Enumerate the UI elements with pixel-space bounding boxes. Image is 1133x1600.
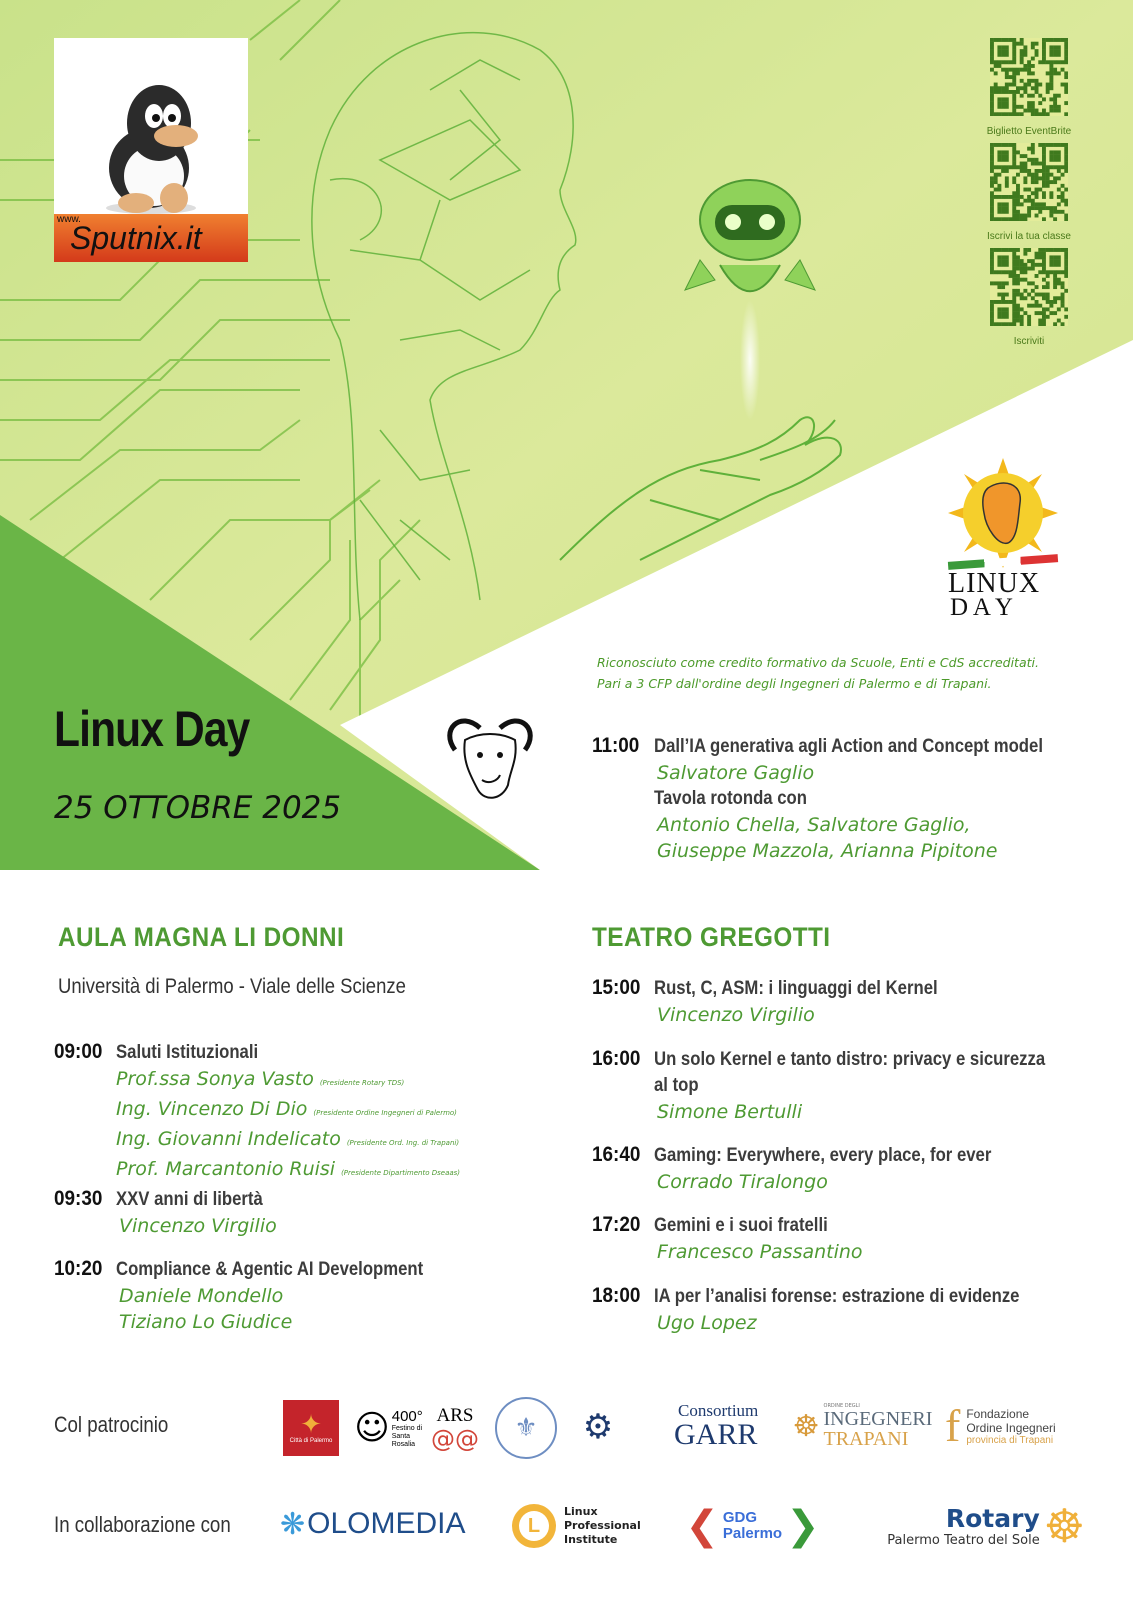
logo-text: GDG: [722, 1509, 758, 1526]
logo-text: ARS: [436, 1405, 474, 1426]
sputnix-banner: [54, 214, 248, 262]
speaker-name: Prof. Marcantonio Ruisi: [116, 1158, 336, 1180]
logo-gdg-palermo[interactable]: [680, 1500, 825, 1552]
schedule-time: 17:20: [592, 1213, 641, 1236]
logo-text: OLOMEDIA: [307, 1507, 466, 1540]
speaker-name: Ing. Giovanni Indelicato: [116, 1128, 341, 1150]
qr-code-class[interactable]: [990, 143, 1068, 221]
qr-column: [974, 38, 1084, 347]
logo-ingegneri-trapani[interactable]: [790, 1398, 935, 1454]
qr-code-icon: [990, 143, 1068, 221]
logo-text: Festino di Santa Rosalia: [391, 1424, 423, 1448]
credits-line1: Riconosciuto come credito formativo da Scuole, Enti e CdS accreditati.: [597, 655, 1039, 670]
credits-line2: Pari a 3 CFP dall'ordine degli Ingegneri di Palermo e di Trapani.: [597, 676, 992, 691]
speaker-role: (Presidente Dipartimento Dseaas): [341, 1169, 461, 1177]
schedule-item: [592, 734, 1112, 874]
schedule-title: Un solo Kernel e tanto distro: privacy e sicurezza: [654, 1049, 1046, 1070]
qr-code-icon: [990, 248, 1068, 326]
gnu-head-icon: [440, 710, 540, 805]
qr-code-register[interactable]: [990, 248, 1068, 326]
sputnix-logo[interactable]: [54, 38, 248, 262]
speaker-role: (Presidente Ordine Ingegneri di Palermo): [313, 1109, 457, 1117]
venue-address: Università di Palermo - Viale delle Scienze: [58, 975, 406, 998]
venue-morning: AULA MAGNA LI DONNI: [58, 922, 345, 952]
schedule-speaker: [116, 1156, 460, 1186]
credits-note: [597, 652, 1039, 694]
rotary-wheel-icon: ☸: [1043, 1499, 1085, 1553]
logo-lpi[interactable]: [512, 1498, 662, 1554]
maple-leaf-icon: ❋: [280, 1506, 306, 1542]
logo-text: GARR: [674, 1418, 758, 1451]
schedule-title: Dall’IA generativa agli Action and Concept model: [654, 736, 1043, 757]
logo-text: Professional: [564, 1519, 641, 1532]
eagle-icon: ✦: [300, 1410, 322, 1440]
linux-day-logo-line1: LINUX: [948, 568, 1041, 599]
schedule-title-cont: al top: [654, 1075, 699, 1096]
qr-label: Iscrivi la tua classe: [987, 231, 1071, 242]
logo-text: TRAPANI: [823, 1428, 909, 1450]
penguin-icon: [54, 38, 248, 228]
event-title: Linux Day: [54, 701, 250, 757]
chevron-left-icon: ❮: [685, 1503, 719, 1549]
speaker-name: Prof.ssa Sonya Vasto: [116, 1068, 314, 1090]
collaboration-label: In collaborazione con: [54, 1512, 231, 1537]
schedule-time: 09:00: [54, 1040, 103, 1063]
schedule-time: 09:30: [54, 1187, 103, 1210]
logo-text: Palermo: [722, 1525, 783, 1542]
schedule-speaker: Vincenzo Virgilio: [119, 1215, 277, 1237]
logo-text: Rotary: [945, 1504, 1040, 1533]
qr-code-icon: [990, 38, 1068, 116]
schedule-title: Compliance & Agentic AI Development: [116, 1259, 424, 1280]
linux-day-logo: [948, 458, 1058, 628]
logo-text: Ordine Ingegneri: [966, 1420, 1056, 1435]
windmill-icon: ☸: [792, 1408, 820, 1444]
logo-citta-di-palermo[interactable]: [283, 1400, 339, 1456]
qr-label: Biglietto EventBrite: [986, 126, 1072, 137]
logo-text: INGEGNERI: [823, 1408, 933, 1430]
schedule-subtitle: Tavola rotonda con: [654, 788, 807, 809]
schedule-title: Gemini e i suoi fratelli: [654, 1215, 828, 1236]
sputnix-www: www.: [57, 214, 81, 225]
logo-garr[interactable]: [648, 1398, 768, 1454]
schedule-title: Saluti Istituzionali: [116, 1042, 259, 1063]
schedule-speaker: Corrado Tiralongo: [657, 1171, 828, 1193]
logo-text: Città di Palermo: [289, 1438, 333, 1444]
logo-festino[interactable]: [355, 1398, 425, 1458]
qr-label: Iscriviti: [1013, 336, 1045, 347]
schedule-time: 15:00: [592, 976, 641, 999]
logo-text: ORDINE DEGLI: [823, 1403, 860, 1409]
schedule-speaker: Vincenzo Virgilio: [657, 1004, 815, 1026]
schedule-time: 11:00: [592, 734, 640, 757]
logo-text: Fondazione: [966, 1406, 1030, 1421]
chevron-right-icon: ❯: [786, 1503, 820, 1549]
speaker-role: (Presidente Ord. Ing. di Trapani): [346, 1139, 460, 1147]
speaker-role: (Presidente Rotary TDS): [319, 1079, 405, 1087]
schedule-speaker: Salvatore Gaglio: [657, 762, 815, 784]
event-date: 25 OTTOBRE 2025: [54, 790, 342, 826]
schedule-speaker: Tiziano Lo Giudice: [119, 1311, 293, 1333]
logo-ars[interactable]: [433, 1398, 477, 1458]
schedule-speaker: [116, 1096, 460, 1126]
logo-olomedia[interactable]: [280, 1500, 490, 1548]
schedule-title: Rust, C, ASM: i linguaggi del Kernel: [654, 978, 938, 999]
logo-ordine-ingegneri-palermo[interactable]: ⚙: [582, 1407, 614, 1447]
schedule-time: 18:00: [592, 1284, 641, 1307]
schedule-time: 10:20: [54, 1257, 103, 1280]
patronage-label: Col patrocinio: [54, 1412, 169, 1437]
qr-code-eventbrite[interactable]: [990, 38, 1068, 116]
schedule-title: XXV anni di libertà: [116, 1189, 263, 1210]
logo-text: Institute: [564, 1533, 618, 1546]
logo-fondazione-ingegneri[interactable]: [945, 1398, 1085, 1454]
spiral-icon: @@: [431, 1425, 479, 1453]
schedule-speaker: Ugo Lopez: [657, 1312, 757, 1334]
panel-speakers-line2: Giuseppe Mazzola, Arianna Pipitone: [657, 840, 998, 862]
santa-rosalia-icon: ☺: [354, 1408, 390, 1448]
schedule-title: Gaming: Everywhere, every place, for ever: [654, 1145, 992, 1166]
logo-rotary[interactable]: [845, 1496, 1085, 1556]
schedule-speaker: [116, 1126, 460, 1156]
speaker-name: Ing. Vincenzo Di Dio: [116, 1098, 308, 1120]
logo-text: Linux: [564, 1505, 598, 1518]
venue-afternoon: TEATRO GREGOTTI: [592, 922, 831, 952]
panel-speakers-line1: Antonio Chella, Salvatore Gaglio,: [657, 814, 971, 836]
schedule-time: 16:40: [592, 1143, 641, 1166]
logo-text: 400°: [391, 1407, 423, 1425]
sun-icon: [948, 458, 1058, 568]
f-letter-icon: f: [945, 1400, 961, 1451]
schedule-speaker: Simone Bertulli: [657, 1101, 803, 1123]
logo-university-seal[interactable]: ⚜: [495, 1397, 557, 1459]
logo-text: Consortium: [678, 1401, 759, 1420]
logo-text: Palermo Teatro del Sole: [887, 1533, 1040, 1548]
schedule-time: 16:00: [592, 1047, 641, 1070]
logo-text: provincia di Trapani: [966, 1434, 1054, 1446]
lpi-icon: L: [512, 1504, 556, 1548]
sputnix-name: Sputnix.it: [70, 220, 202, 256]
schedule-speaker: Daniele Mondello: [119, 1285, 284, 1307]
linux-day-logo-line2: D A Y: [950, 594, 1013, 621]
schedule-speaker: [116, 1066, 460, 1096]
schedule-title: IA per l’analisi forense: estrazione di evidenze: [654, 1286, 1020, 1307]
schedule-speaker: Francesco Passantino: [657, 1241, 863, 1263]
